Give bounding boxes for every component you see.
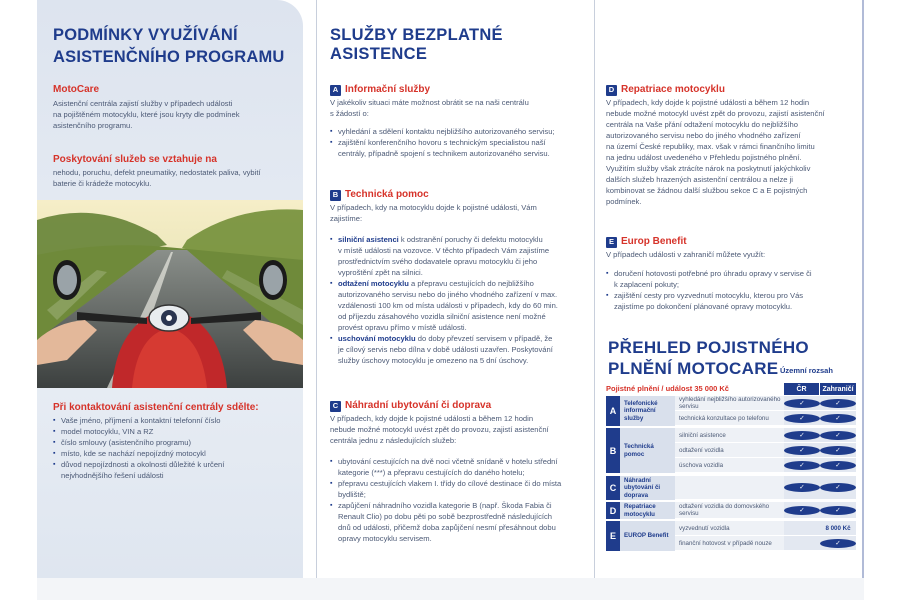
row-name: Telefonické informační služby bbox=[620, 396, 675, 426]
list-item: ▪ silniční asistenci k odstranění poruchy či defektu motocyklu v místě události na vozovce. V těchto případech Vám zajistíme prostřednictvím svého dodavatele opravu motocyklu či jeho vyproštění zpět na silnici. bbox=[330, 234, 585, 278]
contact-item: ▪ číslo smlouvy (asistenčního programu) bbox=[53, 437, 299, 448]
section-heading: Repatriace motocyklu bbox=[621, 84, 725, 95]
row-letter: E bbox=[606, 521, 620, 551]
contact-item: ▪ Vaše jméno, příjmení a kontaktní telefonní číslo bbox=[53, 415, 299, 426]
row-name: Repatriace motocyklu bbox=[620, 502, 675, 519]
limit-label: Pojistné plnění / událost 35 000 Kč bbox=[606, 384, 729, 393]
contact-item: ▪ model motocyklu, VIN a RZ bbox=[53, 426, 299, 437]
row-name: Náhradní ubytování či doprava bbox=[620, 476, 675, 500]
row-item: odtažení vozidla bbox=[675, 443, 784, 458]
list-item: ▪ přepravu cestujících vlakem I. třídy do cílové destinace či do místa bydliště; bbox=[330, 478, 585, 500]
check-icon: ✓ bbox=[784, 506, 820, 515]
motorcycle-photo bbox=[37, 200, 303, 388]
section-heading: Europ Benefit bbox=[621, 236, 687, 247]
section-d: D Repatriace motocyklu V případech, kdy dojde k pojistné události a během 12 hodin nebude možné motocykl uvést zpět do provozu, zajistí asistenční centrála na Vaše přání odtažení motocyklu do nejbližšího autorizovaného servisu nebo do jiného vhodného zařízení na území České republiky, max. však v rámci finančního limitu na jednu událost uvedeného v Přehledu pojistného plnění. Využitím služby však ztrácíte nárok na poskytnutí jakýchkoliv dalších služeb hrazených asistenční centrálou a nelze ji kombinovat se žádnou další službou sekce C a E pojistných podmínek. bbox=[606, 84, 825, 206]
row-letter: C bbox=[606, 476, 620, 500]
check-icon: ✓ bbox=[820, 506, 856, 515]
section-heading: Technická pomoc bbox=[345, 189, 429, 200]
list-item: ▪ zajištění cesty pro vyzvednutí motocyklu, kterou pro Vás zajistíme po dokončení plánované opravy motocyklu. bbox=[606, 290, 856, 312]
section-a-list bbox=[330, 126, 585, 159]
section-a: A Informační služby V jakékoliv situaci máte možnost obrátit se na naši centrálu s žádostí o: ▪ vyhledání a sdělení kontaktu nejbližšího autorizovaného servisu; ▪ zajištění konferenčního hovoru s technickým specialistou naší centrály, případně spojení s technikem autorizovaného servisu. bbox=[330, 84, 585, 159]
check-icon: ✓ bbox=[820, 483, 856, 492]
row-item: úschova vozidla bbox=[675, 458, 784, 473]
fold-line bbox=[594, 0, 595, 578]
row-item bbox=[675, 476, 784, 500]
section-heading: Náhradní ubytování či doprava bbox=[345, 400, 492, 411]
motocare-section bbox=[53, 83, 299, 131]
check-icon: ✓ bbox=[784, 431, 820, 440]
section-c-list bbox=[330, 456, 585, 544]
row-letter: B bbox=[606, 428, 620, 473]
contact-item-cont: nejvhodnějšího řešení události bbox=[61, 471, 164, 480]
section-e-list bbox=[606, 268, 856, 312]
check-icon: ✓ bbox=[784, 399, 820, 408]
section-e: E Europ Benefit V případech události v zahraničí můžete využít: ▪ doručení hotovosti potřebné pro úhradu opravy v servise či k zaplacení pokuty; ▪ zajištění cesty pro vyzvednutí motocyklu, kterou pro Vás zajistíme po dokončení plánované opravy motocyklu. bbox=[606, 236, 856, 312]
check-icon: ✓ bbox=[820, 446, 856, 455]
row-letter: D bbox=[606, 502, 620, 519]
territorial-label: Územní rozsah bbox=[780, 366, 833, 375]
row-name: EUROP Benefit bbox=[620, 521, 675, 551]
conditions-panel bbox=[37, 0, 303, 578]
check-icon: ✓ bbox=[784, 483, 820, 492]
list-item: ▪ odtažení motocyklu a přepravu cestujících do nejbližšího autorizovaného servisu nebo do jiného vhodného zařízení v max. vzdálenosti 100 km od místa události v případech, kdy do 60 min. od příjezdu zásahového vozidla silniční asistence není možné provést opravu přímo v místě události. bbox=[330, 278, 585, 333]
overview-title: PŘEHLED POJISTNÉHO PLNĚNÍ MOTOCARE bbox=[608, 338, 809, 378]
check-icon: ✓ bbox=[784, 446, 820, 455]
check-icon: ✓ bbox=[820, 431, 856, 440]
fold-line bbox=[316, 0, 317, 578]
contact-section bbox=[53, 401, 299, 481]
section-letter: A bbox=[330, 85, 341, 96]
list-item: ▪ uschování motocyklu do doby převzetí servisem v případě, že je cílový servis nebo dílna v době události uzavřen. Poskytování služby úschovy motocyklu je omezeno na 5 dní úschovy. bbox=[330, 333, 585, 366]
list-item: ▪ zapůjčení náhradního vozidla kategorie B (např. Škoda Fabia či Renault Clio) po dobu pěti po sobě bezprostředně následujících dnů od události, přičemž doba zapůjčení nesmí přesáhnout dobu opravy motocyklu servisem. bbox=[330, 500, 585, 544]
amount-value: 8 000 Kč bbox=[825, 524, 851, 532]
provide-section bbox=[53, 153, 299, 189]
row-item: vyzvednutí vozidla bbox=[675, 521, 784, 536]
list-item: ▪ ubytování cestujících na dvě noci včetně snídaně v hotelu střední kategorie (***) a přepravu cestujících do daného hotelu; bbox=[330, 456, 585, 478]
row-letter: A bbox=[606, 396, 620, 426]
services-title: SLUŽBY BEZPLATNÉ ASISTENCE bbox=[330, 26, 503, 63]
row-item: technická konzultace po telefonu bbox=[675, 411, 784, 426]
contact-item: ▪ důvod nepojízdnosti a okolnosti důležité k určení bbox=[53, 459, 299, 470]
check-icon: ✓ bbox=[820, 399, 856, 408]
table-row bbox=[606, 428, 856, 473]
contact-heading: Při kontaktování asistenční centrály sdělte: bbox=[53, 402, 259, 413]
section-c: C Náhradní ubytování či doprava V případech, kdy dojde k pojistné události a během 12 hodin nebude možné motocykl uvést zpět do provozu, zajistí asistenční centrála jednu z následujících služeb: ▪ ubytování cestujících na dvě noci včetně snídaně v hotelu střední kategorie (***) a přepravu cestujících do daného hotelu; ▪ přepravu cestujících vlakem I. třídy do cílové destinace či do místa bydliště; ▪ zapůjčení náhradního vozidla kategorie B (např. Škoda Fabia či Renault Clio) po dobu pěti po sobě bezprostředně následujících dnů od události, přičemž doba zapůjčení nesmí přesáhnout dobu opravy motocyklu servisem. bbox=[330, 400, 585, 544]
table-row bbox=[606, 476, 856, 500]
list-item: ▪ vyhledání a sdělení kontaktu nejbližšího autorizovaného servisu; bbox=[330, 126, 585, 137]
list-item: ▪ doručení hotovosti potřebné pro úhradu opravy v servise či k zaplacení pokuty; bbox=[606, 268, 856, 290]
motocare-text: Asistenční centrála zajistí služby v případech události na pojištěném motocyklu, které jsou kryty dle podmínek asistenčního programu. bbox=[53, 99, 240, 130]
section-letter: E bbox=[606, 237, 617, 248]
provide-text: nehodu, poruchu, defekt pneumatiky, nedostatek paliva, vybití baterie či krádeže motocyklu. bbox=[53, 168, 261, 188]
col-abroad: Zahraničí bbox=[820, 383, 856, 395]
provide-heading: Poskytování služeb se vztahuje na bbox=[53, 154, 217, 165]
services-column bbox=[318, 0, 590, 578]
row-item: silniční asistence bbox=[675, 428, 784, 443]
section-letter: D bbox=[606, 85, 617, 96]
check-icon: ✓ bbox=[820, 539, 856, 548]
section-heading: Informační služby bbox=[345, 84, 431, 95]
col-cr: ČR bbox=[784, 383, 819, 395]
table-row bbox=[606, 521, 856, 551]
check-icon: ✓ bbox=[784, 461, 820, 470]
section-letter: B bbox=[330, 190, 341, 201]
page-edge bbox=[862, 0, 864, 578]
motocare-heading: MotoCare bbox=[53, 84, 100, 95]
section-b: B Technická pomoc V případech, kdy na motocyklu dojde k pojistné události, Vám zajistíme: ▪ silniční asistenci k odstranění poruchy či defektu motocyklu v místě události na vozovce. V těchto případech Vám zajistíme prostřednictvím svého dodavatele opravu motocyklu či jeho vyproštění zpět na silnici. ▪ odtažení motocyklu a přepravu cestujících do nejbližšího autorizovaného servisu nebo do jiného vhodného zařízení v max. vzdálenosti 100 km od místa události v případech, kdy do 60 min. od příjezdu zásahového vozidla silniční asistence není možné provést opravu přímo v místě události. ▪ uschování motocyklu do doby převzetí servisem v případě, že je cílový servis nebo dílna v době události uzavřen. Poskytování služby úschovy motocyklu je omezeno na 5 dní úschovy. bbox=[330, 189, 585, 366]
section-b-list bbox=[330, 234, 585, 366]
row-item: finanční hotovost v případě nouze bbox=[675, 536, 784, 551]
conditions-title: PODMÍNKY VYUŽÍVÁNÍ ASISTENČNÍHO PROGRAMU bbox=[53, 26, 285, 66]
contact-item: ▪ místo, kde se nachází nepojízdný motocykl bbox=[53, 448, 299, 459]
contact-list bbox=[53, 415, 299, 481]
row-item: vyhledání nejbližšího autorizovaného servisu bbox=[675, 396, 784, 411]
check-icon: ✓ bbox=[820, 414, 856, 423]
row-name: Technická pomoc bbox=[620, 428, 675, 473]
page-bottom bbox=[37, 578, 864, 600]
right-column bbox=[596, 0, 860, 578]
section-letter: C bbox=[330, 401, 341, 412]
check-icon: ✓ bbox=[784, 414, 820, 423]
table-row bbox=[606, 502, 856, 519]
check-icon: ✓ bbox=[820, 461, 856, 470]
row-item: odtažení vozidla do domovského servisu bbox=[675, 502, 784, 519]
table-row bbox=[606, 396, 856, 426]
list-item: ▪ zajištění konferenčního hovoru s technickým specialistou naší centrály, případně spojení s technikem autorizovaného servisu. bbox=[330, 137, 585, 159]
